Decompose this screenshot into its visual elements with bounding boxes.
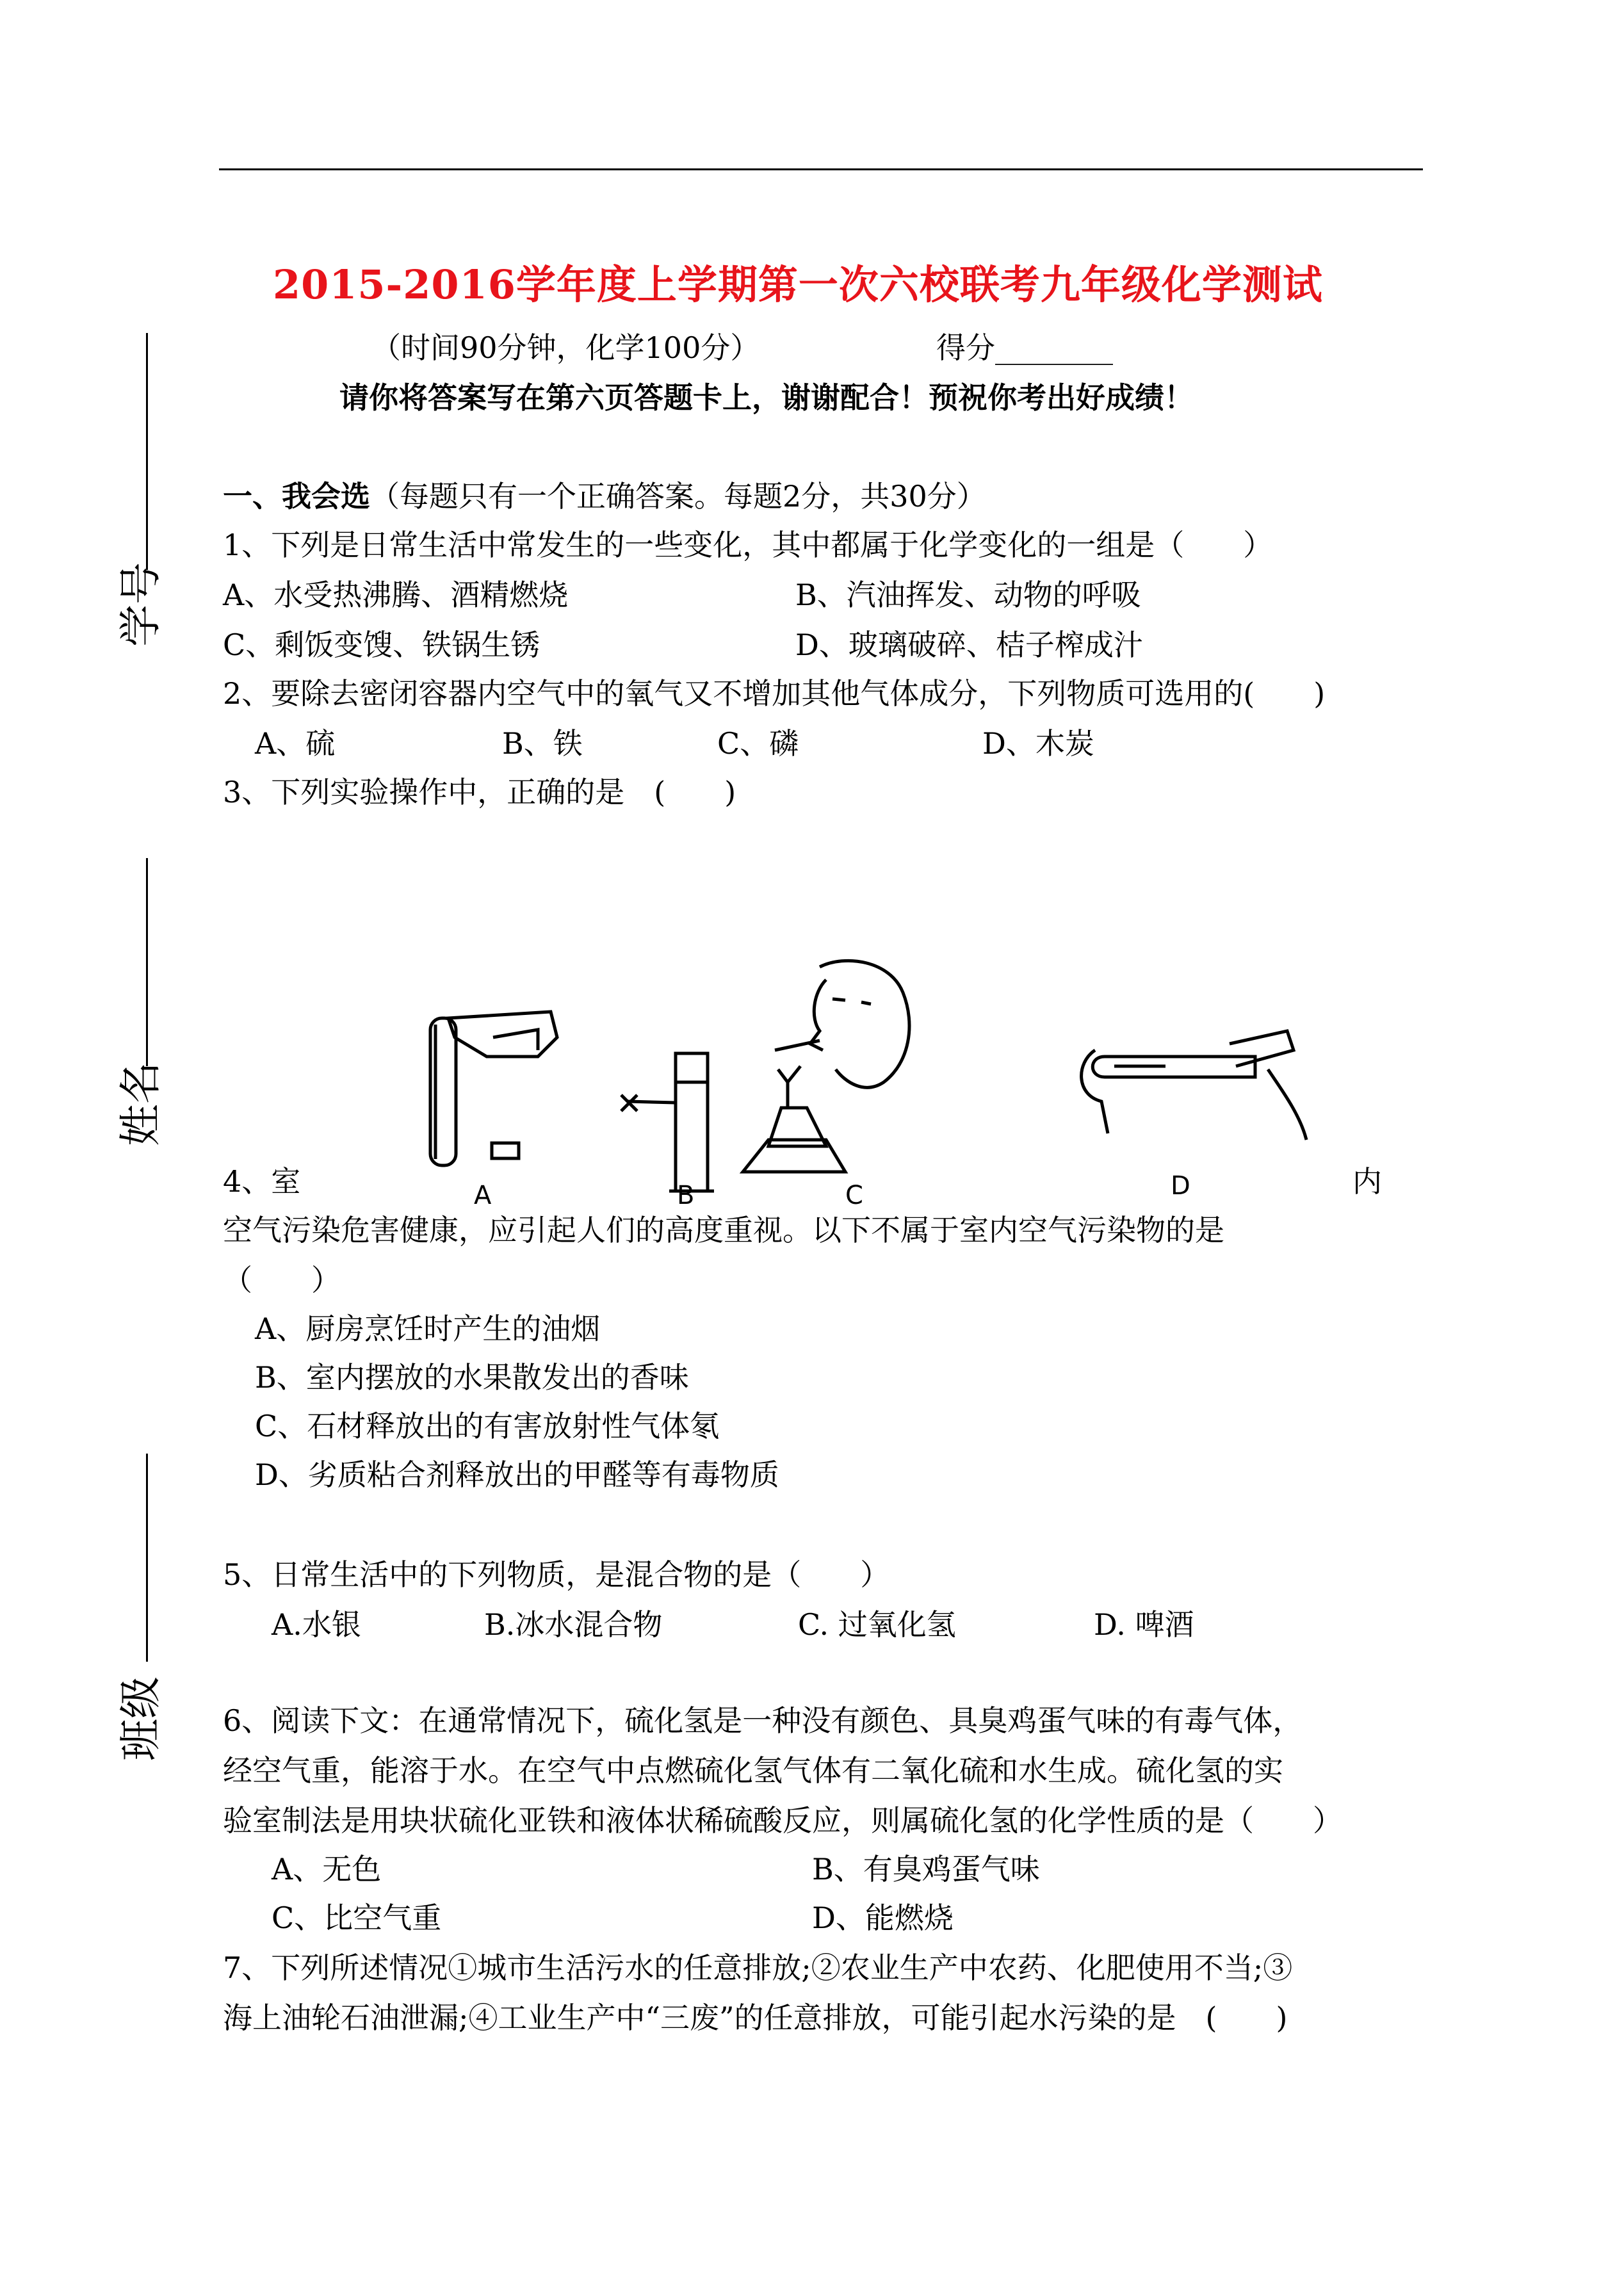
section-heading [223, 479, 986, 514]
q7-line2: 海上油轮石油泄漏;④工业生产中“三废”的任意排放，可能引起水污染的是 ( ) [223, 2000, 1288, 2035]
section-note: （每题只有一个正确答案。每题2分，共30分） [370, 479, 986, 514]
figure-label-a: A [474, 1181, 492, 1210]
q3-stem: 3、下列实验操作中，正确的是 ( ) [223, 775, 736, 809]
q6-line2: 经空气重，能溶于水。在空气中点燃硫化氢气体有二氧化硫和水生成。硫化氢的实 [223, 1753, 1283, 1788]
q1-option-d: D、玻璃破碎、桔子榨成汁 [795, 628, 1143, 662]
q5-option-a: A.水银 [272, 1607, 361, 1642]
q5-option-c: C. 过氧化氢 [798, 1607, 956, 1642]
q1-stem: 1、下列是日常生活中常发生的一些变化，其中都属于化学变化的一组是（ ） [223, 528, 1273, 562]
q4-line2: 空气污染危害健康，应引起人们的高度重视。以下不属于室内空气污染物的是 [223, 1213, 1224, 1247]
class-blank-line [146, 1454, 148, 1662]
q5-option-d: D. 啤酒 [1094, 1607, 1194, 1642]
q4-paren: （ ） [223, 1263, 341, 1297]
q6-line1: 6、阅读下文：在通常情况下，硫化氢是一种没有颜色、具臭鸡蛋气味的有毒气体， [223, 1703, 1303, 1738]
section-title: 一、我会选 [223, 479, 370, 514]
id-blank-line [146, 333, 148, 570]
figure-a-pouring [430, 1012, 557, 1165]
q2-stem: 2、要除去密闭容器内空气中的氧气又不增加其他气体成分，下列物质可选用的( ) [223, 676, 1326, 711]
header-rule [219, 168, 1423, 170]
q6-option-b: B、有臭鸡蛋气味 [812, 1852, 1040, 1886]
q4-option-d: D、劣质粘合剂释放出的甲醛等有毒物质 [255, 1457, 779, 1492]
q1-option-c: C、剩饭变馊、铁锅生锈 [223, 628, 540, 662]
name-label: 姓名 [116, 1062, 165, 1146]
q2-option-d: D、木炭 [982, 726, 1094, 761]
q7-line1: 7、下列所述情况①城市生活污水的任意排放;②农业生产中农药、化肥使用不当;③ [223, 1950, 1293, 1985]
figure-label-c: C [845, 1181, 863, 1210]
q2-option-b: B、铁 [502, 726, 583, 761]
q1-option-a: A、水受热沸腾、酒精燃烧 [223, 578, 569, 612]
q4-end: 内 [1352, 1164, 1382, 1199]
name-blank-line [146, 858, 148, 1066]
page-title: 2015-2016学年度上学期第一次六校联考九年级化学测试 [273, 261, 1323, 308]
time-info: （时间90分钟，化学100分） [371, 330, 760, 365]
figure-b-cylinder [621, 1053, 714, 1191]
q2-option-a: A、硫 [255, 726, 336, 761]
q4-option-c: C、石材释放出的有害放射性气体氡 [255, 1409, 720, 1443]
figure-d-test-tube [1082, 1031, 1306, 1140]
q6-option-c: C、比空气重 [272, 1901, 442, 1935]
class-label: 班级 [116, 1676, 165, 1761]
q4-option-a: A、厨房烹饪时产生的油烟 [255, 1311, 601, 1346]
score-label: 得分________ [936, 330, 1113, 365]
q6-option-a: A、无色 [272, 1852, 382, 1886]
figure-label-b: B [677, 1181, 695, 1210]
lab-operations-figure [384, 954, 1345, 1210]
q5-stem: 5、日常生活中的下列物质，是混合物的是（ ） [223, 1557, 890, 1592]
instruction-text: 请你将答案写在第六页答题卡上，谢谢配合！预祝你考出好成绩！ [339, 380, 1194, 415]
q6-line3: 验室制法是用块状硫化亚铁和液体状稀硫酸反应，则属硫化氢的化学性质的是（ ） [223, 1803, 1342, 1838]
q6-option-d: D、能燃烧 [812, 1901, 954, 1935]
figure-label-d: D [1171, 1171, 1190, 1201]
figure-c-alcohol-lamp [743, 961, 909, 1172]
q2-option-c: C、磷 [717, 726, 799, 761]
id-label: 学号 [116, 562, 165, 647]
q5-option-b: B.冰水混合物 [484, 1607, 663, 1642]
q4-start: 4、室 [223, 1164, 301, 1199]
q4-option-b: B、室内摆放的水果散发出的香味 [255, 1360, 689, 1395]
q1-option-b: B、汽油挥发、动物的呼吸 [795, 578, 1141, 612]
